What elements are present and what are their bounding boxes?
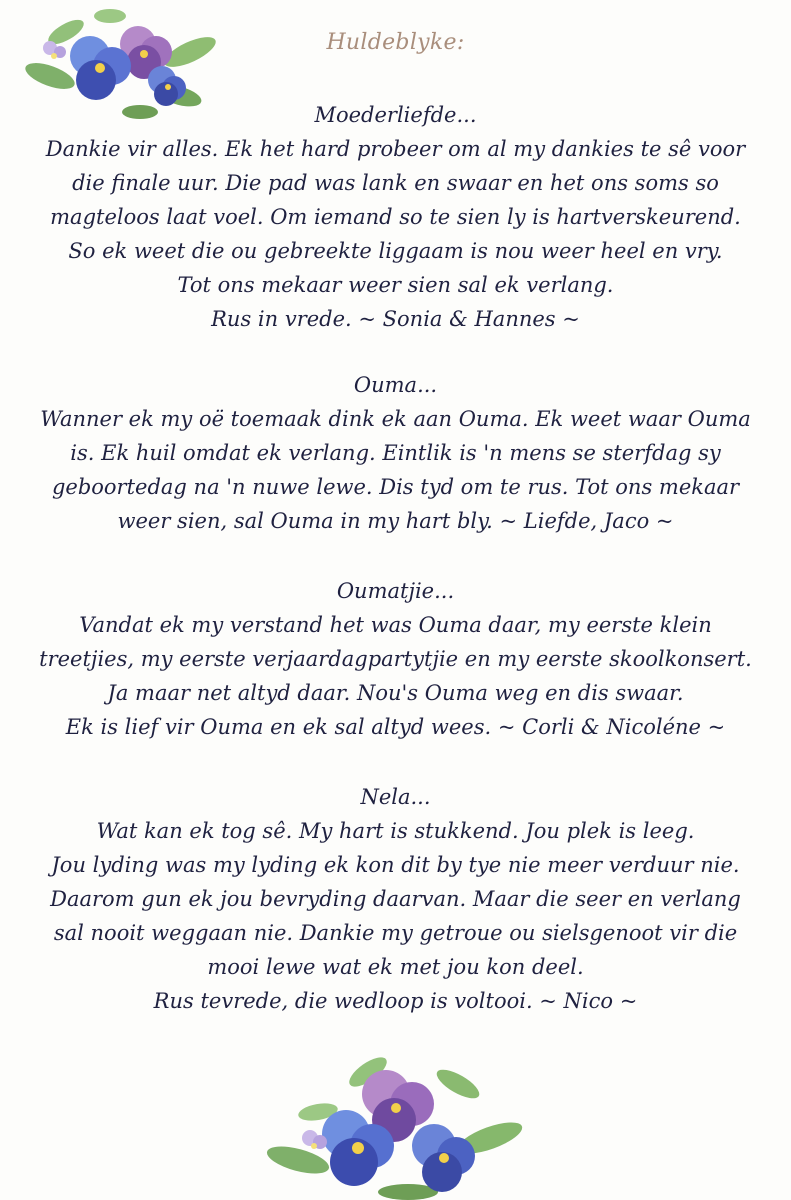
tribute-line: magteloos laat voel. Om iemand so te sien ly is hartverskeurend.	[50, 205, 741, 229]
tribute-line: treetjies, my eerste verjaardagpartytjie en my eerste skoolkonsert.	[39, 647, 752, 671]
pansy-bouquet-bottom-image	[258, 1042, 530, 1200]
tribute-signature: Rus in vrede. ~ Sonia & Hannes ~	[211, 307, 580, 331]
tribute-line: Vandat ek my verstand het was Ouma daar, my eerste klein	[79, 613, 712, 637]
tribute-line: Daarom gun ek jou bevryding daarvan. Maar die seer en verlang	[50, 887, 741, 911]
tribute-signature: Rus tevrede, die wedloop is voltooi. ~ Nico ~	[153, 989, 638, 1013]
tribute-heading: Oumatjie...	[336, 579, 455, 603]
tribute-nela	[0, 780, 791, 1018]
tribute-signature: Ek is lief vir Ouma en ek sal altyd wees. ~ Corli & Nicoléne ~	[65, 715, 726, 739]
tribute-line: die finale uur. Die pad was lank en swaar en het ons soms so	[72, 171, 719, 195]
tribute-line: Ja maar net altyd daar. Nou's Ouma weg en dis swaar.	[107, 681, 684, 705]
tribute-ouma	[0, 368, 791, 538]
tribute-line: Wanner ek my oë toemaak dink ek aan Ouma. Ek weet waar Ouma	[40, 407, 751, 431]
tribute-line: Dankie vir alles. Ek het hard probeer om al my dankies te sê voor	[45, 137, 746, 161]
tribute-line: is. Ek huil omdat ek verlang. Eintlik is 'n mens se sterfdag sy	[70, 441, 721, 465]
tribute-line: mooi lewe wat ek met jou kon deel.	[207, 955, 584, 979]
tribute-heading: Moederliefde...	[314, 103, 477, 127]
tribute-line: Jou lyding was my lyding ek kon dit by tye nie meer verduur nie.	[51, 853, 740, 877]
tribute-heading: Ouma...	[353, 373, 438, 397]
page-title: Huldeblyke:	[326, 30, 465, 55]
tribute-line: geboortedag na 'n nuwe lewe. Dis tyd om te rus. Tot ons mekaar	[51, 475, 740, 499]
pansy-flower	[412, 1124, 475, 1192]
tribute-line: sal nooit weggaan nie. Dankie my getroue ou sielsgenoot vir die	[53, 921, 738, 945]
tribute-heading: Nela...	[360, 785, 431, 809]
tribute-moederliefde	[0, 98, 791, 336]
tribute-oumatjie	[0, 574, 791, 744]
tribute-line: So ek weet die ou gebreekte liggaam is nou weer heel en vry.	[68, 239, 723, 263]
tribute-line: Wat kan ek tog sê. My hart is stukkend. Jou plek is leeg.	[96, 819, 695, 843]
tribute-line: Tot ons mekaar weer sien sal ek verlang.	[177, 273, 614, 297]
tribute-signature: weer sien, sal Ouma in my hart bly. ~ Liefde, Jaco ~	[117, 509, 674, 533]
